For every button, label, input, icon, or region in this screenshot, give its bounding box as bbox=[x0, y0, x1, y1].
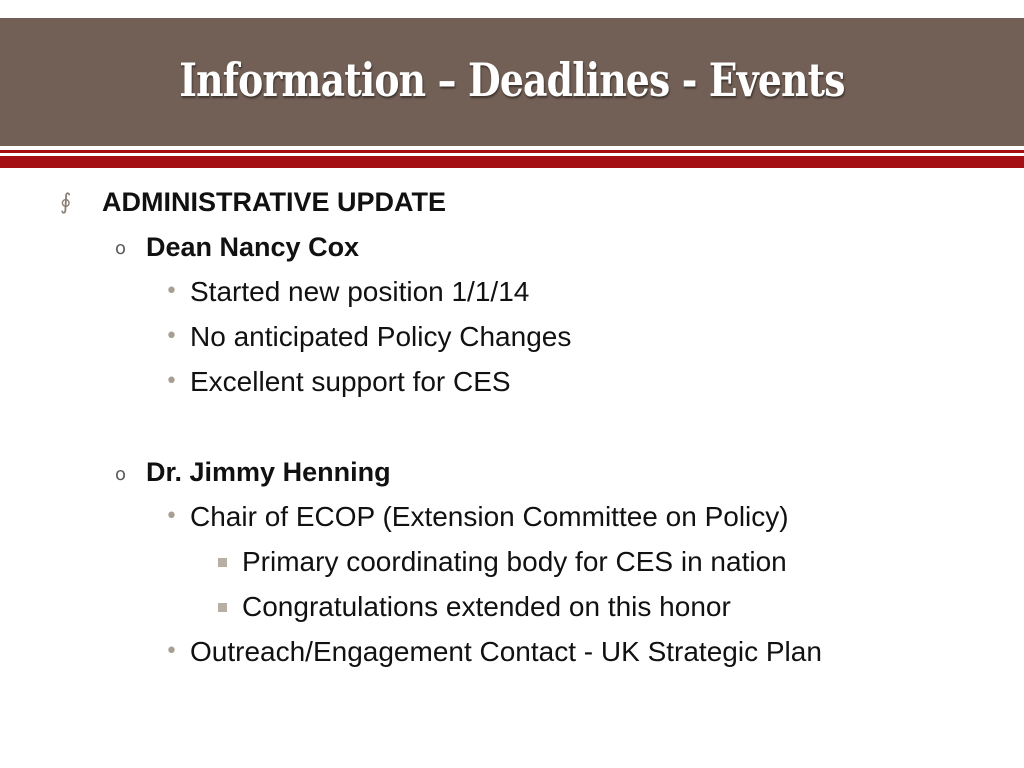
square-bullet-icon bbox=[218, 558, 227, 567]
dot-bullet-icon: • bbox=[165, 639, 178, 664]
circle-bullet-icon: o bbox=[115, 464, 127, 485]
dot-bullet-icon: • bbox=[165, 369, 178, 394]
list-item: Outreach/Engagement Contact - UK Strategic Plan bbox=[190, 636, 822, 667]
section-heading: ADMINISTRATIVE UPDATE bbox=[102, 187, 446, 217]
dot-bullet-icon: • bbox=[165, 279, 178, 304]
circle-bullet-icon: o bbox=[115, 238, 127, 259]
slide-title: Information – Deadlines - Events bbox=[179, 53, 845, 107]
square-bullet-icon bbox=[218, 603, 227, 612]
list-subitem: Congratulations extended on this honor bbox=[242, 591, 731, 622]
list-item: Chair of ECOP (Extension Committee on Policy) bbox=[190, 501, 789, 532]
person-name: Dr. Jimmy Henning bbox=[146, 457, 391, 487]
list-item: Started new position 1/1/14 bbox=[190, 276, 530, 307]
list-item: No anticipated Policy Changes bbox=[190, 321, 572, 352]
dot-bullet-icon: • bbox=[165, 324, 178, 349]
person-name: Dean Nancy Cox bbox=[146, 232, 360, 262]
list-subitem: Primary coordinating body for CES in nation bbox=[242, 546, 787, 577]
dot-bullet-icon: • bbox=[165, 504, 178, 529]
list-item: Excellent support for CES bbox=[190, 366, 511, 397]
scroll-flourish-icon: ∮ bbox=[60, 190, 72, 215]
